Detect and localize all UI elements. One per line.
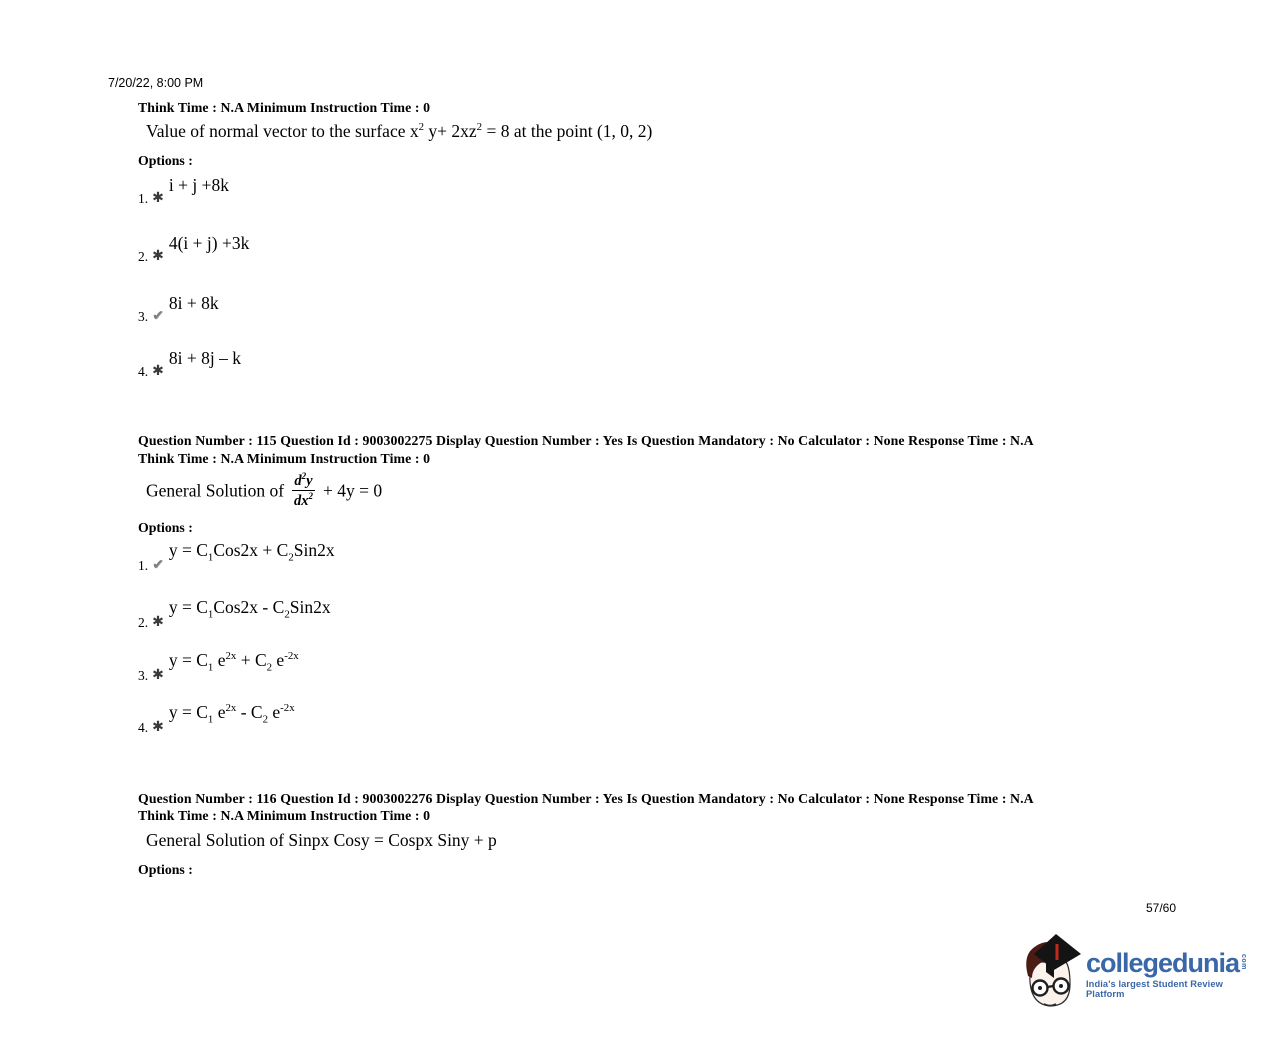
question-meta-line2: Think Time : N.A Minimum Instruction Time : 0 — [138, 808, 431, 823]
correct-icon: ✔ — [152, 309, 164, 324]
question-meta-line2: Think Time : N.A Minimum Instruction Time : 0 — [138, 451, 431, 466]
question-meta-line1: Question Number : 115 Question Id : 9003002275 Display Question Number : Yes Is Question Mandatory : No Calculator : None Response Time : N.A — [138, 433, 1034, 448]
fraction — [292, 472, 314, 509]
question-block-115 — [138, 432, 1194, 752]
question-text: General Solution of Sinpx Cosy = Cospx Siny + p — [146, 830, 497, 850]
brand-suffix: com — [1240, 954, 1248, 970]
question-meta: Think Time : N.A Minimum Instruction Time : 0 — [138, 100, 431, 115]
incorrect-icon: ✱ — [152, 249, 164, 264]
options-label: Options : — [138, 153, 193, 168]
option-text: $y = C_1$ $e^{2x} - C_2$ $e^{-2x}$ — [168, 701, 295, 725]
incorrect-icon: ✱ — [152, 720, 164, 735]
question-suffix: + 4y = 0 — [322, 480, 383, 501]
question-text: Value of normal vector to the surface $x^2$ $y+ 2xz^2 = 8$ at the point (1, 0, 2) — [146, 121, 653, 141]
option-number: 4. — [138, 719, 149, 735]
fraction-denominator: $dx^2$ — [294, 491, 313, 509]
option-text: 8i + 8j – k — [168, 348, 241, 368]
page-datetime: 7/20/22, 8:00 PM — [108, 76, 204, 90]
option-text: i + j +8k — [168, 175, 229, 195]
collegedunia-logo — [1020, 932, 1252, 1016]
option-row-1 — [138, 171, 229, 205]
options-label: Options : — [138, 862, 193, 877]
incorrect-icon: ✱ — [152, 191, 164, 206]
option-number: 3. — [138, 667, 149, 683]
question-block-114 — [138, 99, 1194, 399]
option-text: 4(i + j) +3k — [168, 233, 250, 253]
option-number: 2. — [138, 248, 149, 264]
option-text: $y = C_1Cos2x - C_2Sin2x$ — [168, 596, 331, 620]
correct-icon: ✔ — [152, 558, 164, 573]
option-number: 3. — [138, 308, 149, 324]
fraction-numerator: $d^2y$ — [292, 472, 314, 491]
incorrect-icon: ✱ — [152, 668, 164, 683]
option-number: 2. — [138, 614, 149, 630]
option-row-2 — [138, 229, 249, 263]
option-row-3 — [138, 289, 219, 323]
incorrect-icon: ✱ — [152, 364, 164, 379]
option-row-4 — [138, 700, 295, 734]
option-number: 1. — [138, 190, 149, 206]
question-prefix: General Solution of — [146, 480, 285, 501]
option-row-4 — [138, 344, 241, 378]
option-number: 1. — [138, 557, 149, 573]
option-row-1 — [138, 538, 335, 572]
option-text: $y = C_1Cos2x + C_2Sin2x$ — [168, 539, 335, 563]
option-row-3 — [138, 648, 299, 682]
options-label: Options : — [138, 520, 193, 535]
question-text — [146, 471, 1194, 511]
option-number: 4. — [138, 363, 149, 379]
brand-tagline: India's largest Student Review Platform — [1086, 979, 1223, 999]
question-meta-line1: Question Number : 116 Question Id : 9003002276 Display Question Number : Yes Is Question Mandatory : No Calculator : None Response Time : N.A — [138, 791, 1034, 806]
mascot-icon — [1020, 932, 1082, 1016]
incorrect-icon: ✱ — [152, 615, 164, 630]
question-block-116 — [138, 790, 1194, 890]
page-number: 57/60 — [1145, 901, 1176, 915]
option-text: 8i + 8k — [168, 293, 219, 313]
option-row-2 — [138, 595, 331, 629]
brand-name: collegedunia — [1086, 948, 1240, 978]
option-text: $y = C_1$ $e^{2x} + C_2$ $e^{-2x}$ — [168, 649, 299, 673]
